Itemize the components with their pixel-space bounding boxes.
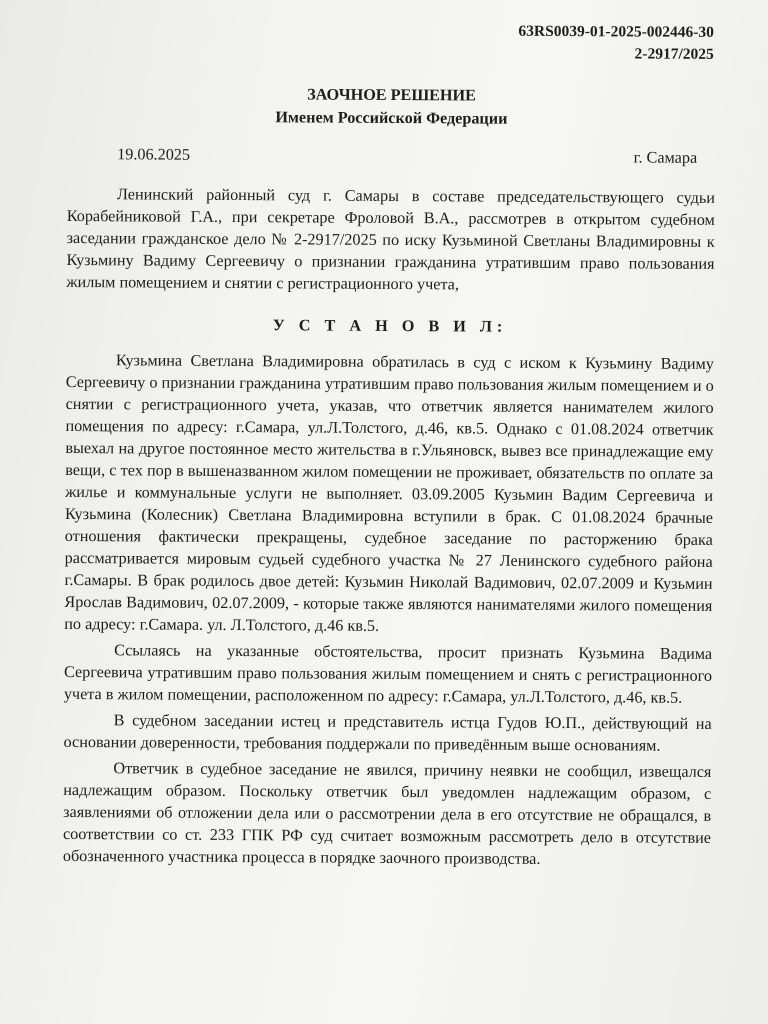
decision-city: г. Самара (633, 148, 698, 167)
decision-date: 19.06.2025 (117, 145, 191, 164)
document-title: ЗАОЧНОЕ РЕШЕНИЕ (307, 85, 476, 105)
case-number-docket: 2-2917/2025 (634, 45, 714, 63)
case-numbers (68, 18, 716, 66)
date-place-line (67, 143, 715, 169)
intro-paragraph: Ленинский районный суд г. Самары в составе председательствующего судьи Корабейниковой Г.А., при секретаре Фроловой В.А., рассмотрев в открытом судебном заседании гражданское дело № 2-2917/2025 по иску Кузьминой Светланы Владимировны к Кузьмину Вадиму Сергеевичу о признании гражданина утратившим право пользования жилым помещением и снятии с регистрационного учета, (66, 185, 715, 294)
body-paragraph: Ответчик в судебное заседание не явился, причину неявки не сообщил, извещался надлежащим образом. Поскольку ответчик был уведомлен надлежащим образом, с заявлениями об отложении дела или о рассмотрении дела в его отсутствие не обращался, в соответствии со ст. 233 ГПК РФ суд считает возможным рассмотреть дело в отсутствие обозначенного участника процесса в порядке заочного производства. (62, 759, 712, 868)
body-paragraph: Кузьмина Светлана Владимировна обратилась в суд с иском к Кузьмину Вадиму Сергеевичу о признании гражданина утратившим право пользования жилым помещением и о снятии с регистрационного учета, указав, что ответчик является нанимателем жилого помещения по адресу: г.Самара, ул.Л.Толстого, д.46, кв.5. Однако с 01.08.2024 ответчик выехал на другое постоянное место жительства в г.Ульяновск, вывез все принадлежащие ему вещи, с тех пор в вышеназванном жилом помещении не проживает, обязательств по оплате за жилье и коммунальные услуги не выполняет. 03.09.2005 Кузьмин Вадим Сергеевича и Кузьмина (Колесник) Светлана Владимировна вступили в брак. С 01.08.2024 брачные отношения фактически прекращены, судебное заседание по расторжению брака рассматривается мировым судьей судебного участка № 27 Ленинского судебного района г.Самары. В брак родилось двое детей: Кузьмин Николай Вадимович, 02.07.2009 и Кузьмин Ярослав Вадимович, 02.07.2009, - которые также являются нанимателями жилого помещения по адресу: г.Самара. ул. Л.Толстого, д.46 кв.5. (64, 351, 714, 635)
section-title-established: У С Т А Н О В И Л: (272, 316, 508, 336)
document-body (63, 18, 716, 875)
document-subtitle: Именем Российской Федерации (275, 108, 508, 128)
body-paragraph: В судебном заседании истец и представитель истца Гудов Ю.П., действующий на основании доверенности, требования поддержали по приведённым выше основаниям. (63, 711, 712, 755)
document-heading (67, 82, 715, 132)
case-number-unique-id: 63RS0039-01-2025-002446-30 (518, 22, 714, 41)
body-paragraph: Ссылаясь на указанные обстоятельства, просит признать Кузьмина Вадима Сергеевича утратившим право пользования жилым помещением и снять с регистрационного учета в жилом помещении, расположенном по адресу: г.Самара, ул.Л.Толстого, д.46, кв.5. (63, 641, 713, 707)
